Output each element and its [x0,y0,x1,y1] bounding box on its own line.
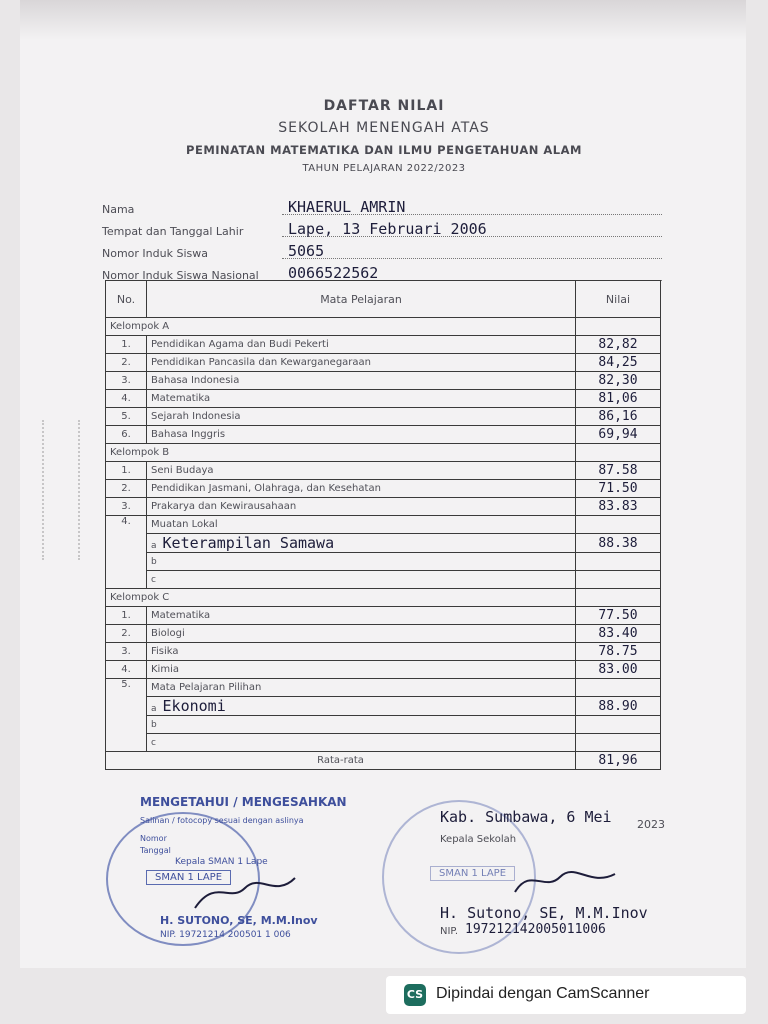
row-no: 4. [106,661,147,679]
table-row [106,553,661,571]
table-row [106,408,661,426]
right-role: Kepala Sekolah [440,834,517,845]
identity-value: Lape, 13 Februari 2006 [288,220,487,238]
row-value: 86,16 [576,408,661,426]
row-value: 84,25 [576,354,661,372]
row-subject: Kimia [147,661,576,679]
row-value: 88.90 [576,697,661,716]
row-subject: Bahasa Inggris [147,426,576,444]
sub-letter: a [151,541,157,551]
group-c-label: Kelompok C [106,589,576,607]
row-no: 3. [106,372,147,390]
table-row [106,354,661,372]
row-no: 4. [106,390,147,408]
row-value: 69,94 [576,426,661,444]
table-row [106,390,661,408]
sub-letter: c [151,575,156,585]
row-no: 1. [106,336,147,354]
group-a-label: Kelompok A [106,318,576,336]
left-kepala: Kepala SMAN 1 Lape [175,857,268,867]
table-row [106,571,661,589]
row-value: 87.58 [576,462,661,480]
right-signer-nip: 197212142005011006 [465,922,606,937]
identity-name [102,196,662,218]
table-row [106,734,661,752]
left-approval-title: MENGETAHUI / MENGESAHKAN [140,795,347,809]
page-shadow [20,0,746,40]
row-subject: Matematika [147,390,576,408]
row-no: 6. [106,426,147,444]
table-row [106,697,661,716]
average-value: 81,96 [576,752,661,770]
group-row [106,318,661,336]
row-value: 83.83 [576,498,661,516]
row-subject: Keterampilan Samawa [162,534,335,552]
row-subject: Fisika [147,643,576,661]
table-row [106,480,661,498]
identity-label: Nomor Induk Siswa Nasional [102,269,259,282]
table-row [106,462,661,480]
sub-letter: c [151,738,156,748]
average-label: Rata-rata [106,752,576,770]
table-row [106,625,661,643]
row-subject: Seni Budaya [147,462,576,480]
table-row [106,516,661,534]
row-no: 2. [106,625,147,643]
row-no: 1. [106,462,147,480]
row-no: 1. [106,607,147,625]
sub-letter: b [151,720,157,730]
row-subject: Pendidikan Jasmani, Olahraga, dan Kesehatan [147,480,576,498]
right-year: 2023 [637,818,665,831]
camscanner-text: Dipindai dengan CamScanner [436,985,650,1002]
table-row [106,534,661,553]
row-value: 82,82 [576,336,661,354]
identity-nis [102,240,662,262]
row-subject: Sejarah Indonesia [147,408,576,426]
table-row [106,643,661,661]
program-name: PEMINATAN MATEMATIKA DAN ILMU PENGETAHUAN ALAM [186,143,582,157]
row-no: 3. [106,498,147,516]
school-name: SEKOLAH MENENGAH ATAS [278,120,490,136]
sub-letter: b [151,557,157,567]
row-value: 77.50 [576,607,661,625]
identity-value: 5065 [288,242,325,260]
row-value: 71.50 [576,480,661,498]
row-value: 83.40 [576,625,661,643]
left-signature-icon [190,868,300,918]
row-value: 88.38 [576,534,661,553]
row-no: 2. [106,480,147,498]
row-subject: Muatan Lokal [147,516,576,534]
row-no: 5. [106,408,147,426]
row-no: 5. [106,679,147,752]
identity-value: 0066522562 [288,264,379,282]
row-subject: Pendidikan Agama dan Budi Pekerti [147,336,576,354]
identity-birth [102,218,662,240]
table-row [106,661,661,679]
row-subject: Prakarya dan Kewirausahaan [147,498,576,516]
table-row [106,498,661,516]
camscanner-badge [386,976,746,1014]
group-b-label: Kelompok B [106,444,576,462]
identity-value: KHAERUL AMRIN [288,198,406,216]
identity-label: Tempat dan Tanggal Lahir [102,225,244,238]
group-row [106,444,661,462]
right-signature-icon [510,862,620,902]
col-subject: Mata Pelajaran [147,281,576,318]
row-value: 81,06 [576,390,661,408]
identity-label: Nama [102,203,135,216]
sub-letter: a [151,704,157,714]
average-row [106,752,661,770]
row-subject: Biologi [147,625,576,643]
col-no: No. [106,281,147,318]
row-subject: Bahasa Indonesia [147,372,576,390]
doc-title: DAFTAR NILAI [323,98,445,114]
table-row [106,679,661,697]
right-signer-name: H. Sutono, SE, M.M.Inov [440,904,648,922]
table-header [106,281,661,318]
row-value: 78.75 [576,643,661,661]
left-nomor: Nomor [140,834,167,843]
left-copy-note: Salinan / fotocopy sesuai dengan aslinya [140,816,304,825]
right-nip-label: NIP. [440,926,459,937]
row-subject: Pendidikan Pancasila dan Kewarganegaraan [147,354,576,372]
left-tanggal: Tanggal [140,846,171,855]
col-value: Nilai [576,281,661,318]
school-year: TAHUN PELAJARAN 2022/2023 [302,163,466,174]
group-row [106,589,661,607]
row-subject: Matematika [147,607,576,625]
row-value: 82,30 [576,372,661,390]
row-no: 4. [106,516,147,589]
row-subject: Ekonomi [162,697,226,715]
left-signer-nip: NIP. 19721214 200501 1 006 [160,930,291,940]
table-row [106,372,661,390]
row-no: 2. [106,354,147,372]
row-subject: Mata Pelajaran Pilihan [147,679,576,697]
table-row [106,336,661,354]
identity-label: Nomor Induk Siswa [102,247,208,260]
right-stamp-text: SMAN 1 LAPE [430,866,515,881]
grades-table [105,280,661,770]
table-row [106,716,661,734]
table-row [106,426,661,444]
left-stamp-text: SMAN 1 LAPE [146,870,231,885]
row-value: 83.00 [576,661,661,679]
right-place-date: Kab. Sumbawa, 6 Mei [440,808,612,826]
camscanner-logo-icon: CS [404,984,426,1006]
table-row [106,607,661,625]
left-signer-name: H. SUTONO, SE, M.M.Inov [160,914,318,927]
row-no: 3. [106,643,147,661]
perforation-marks [42,420,80,560]
